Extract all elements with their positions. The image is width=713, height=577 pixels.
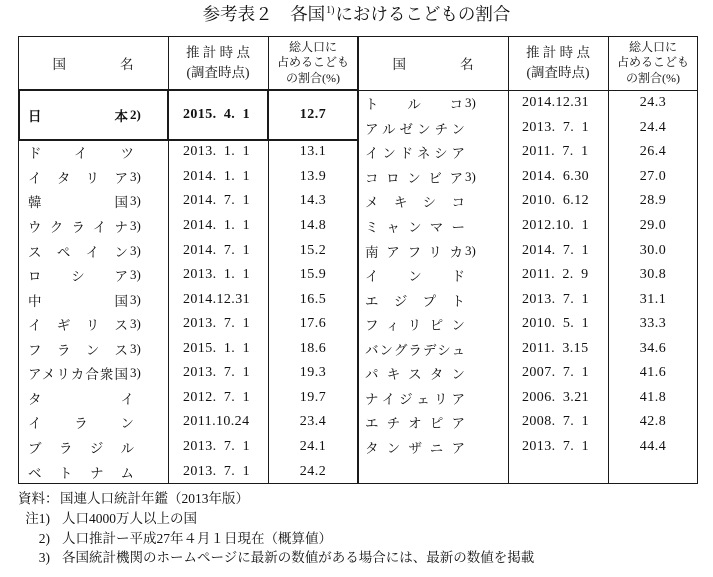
child-share-value: 42.8 [639,414,667,430]
child-share-value: 33.3 [639,316,667,332]
country-name: ドイツ [28,146,134,162]
country-name: インド [365,269,465,285]
column-divider [608,36,609,484]
estimate-date: 2006. 3.21 [522,389,589,405]
source-label: 資料： [18,491,59,506]
child-share-value: 27.0 [639,168,667,184]
footnote-label: 3) [38,550,50,565]
estimate-date: 2014. 7. 1 [522,242,589,258]
child-share-value: 14.8 [299,217,327,233]
child-share-value: 19.3 [299,365,327,381]
child-share-value: 23.4 [299,414,327,430]
header-share-line2: 占めるこども [616,55,689,70]
country-name: コロンビア [365,170,463,186]
child-share-value: 17.6 [299,316,327,332]
estimate-date: 2014. 7. 1 [183,242,250,258]
country-note: 3) [465,94,476,110]
table-title [0,3,713,25]
child-share-value: 24.4 [639,119,667,135]
country-name: トルコ [365,96,463,112]
country-name: アルゼンチン [365,121,465,137]
child-share-value: 19.7 [299,389,327,405]
country-note: 3) [465,242,476,258]
estimate-date: 2015. 4. 1 [183,107,250,122]
table-title-footnote-ref: 1) [326,5,335,16]
footnote-label: 2) [38,531,50,546]
footnote-3 [0,548,713,568]
estimate-date: 2011. 2. 9 [522,267,589,283]
child-share-value: 24.1 [299,439,327,455]
table-title-rest: におけるこどもの割合 [335,4,511,24]
country-note: 3) [130,340,141,356]
estimate-date: 2014. 1. 1 [183,217,250,233]
estimate-date: 2011. 7. 1 [522,144,589,160]
header-share-line3: の割合(%) [286,70,340,85]
footnote-2 [0,529,713,549]
country-name: タイ [28,391,134,407]
country-name: フランス [28,342,128,358]
estimate-date: 2013. 7. 1 [522,439,589,455]
estimate-date: 2013. 1. 1 [183,144,250,160]
estimate-date: 2014. 1. 1 [183,168,250,184]
child-share-value: 34.6 [639,340,667,356]
estimate-date: 2008. 7. 1 [522,414,589,430]
header-share-line3: の割合(%) [626,70,680,85]
country-name: タンザニア [365,441,465,457]
country-name: イギリス [28,318,128,334]
child-share-value: 14.3 [299,193,327,209]
japan-box-divider [167,90,169,140]
japan-box-divider [267,90,269,140]
child-share-value: 13.1 [299,144,327,160]
country-name: イタリア [28,170,128,186]
country-name: エジプト [365,293,465,309]
country-name: ミャンマー [365,219,465,235]
estimate-date: 2013. 7. 1 [522,119,589,135]
column-divider [508,36,509,484]
child-share-value: 41.6 [639,365,667,381]
child-share-value: 15.9 [299,267,327,283]
estimate-date: 2012. 7. 1 [183,389,250,405]
child-share-value: 24.3 [639,94,667,110]
footnote-text: 人口4000万人以上の国 [62,511,197,526]
header-date-line2: (調査時点) [186,65,250,80]
estimate-date: 2013. 7. 1 [522,291,589,307]
japan-highlight-box [18,89,359,141]
child-share-value: 16.5 [299,291,327,307]
estimate-date: 2011. 3.15 [522,340,589,356]
country-name: 日本 [28,109,128,124]
child-share-value: 15.2 [299,242,327,258]
header-date-line2: (調査時点) [526,65,590,80]
estimate-date: 2012.10. 1 [522,217,589,233]
child-share-value: 30.0 [639,242,667,258]
child-share-value: 31.1 [639,291,667,307]
country-name: アメリカ合衆国 [28,367,128,383]
country-name: ナイジェリア [365,391,465,407]
estimate-date: 2013. 7. 1 [183,365,250,381]
data-table [18,36,698,484]
estimate-date: 2007. 7. 1 [522,365,589,381]
country-name: パキスタン [365,367,465,383]
header-date-line1: 推 計 時 点 [525,45,591,60]
country-note: 3) [130,168,141,184]
country-note: 3) [465,168,476,184]
country-name: ロシア [28,269,128,285]
child-share-value: 26.4 [639,144,667,160]
footnote-text: 各国統計機関のホームページに最新の数値がある場合には、最新の数値を掲載 [62,550,535,565]
country-note: 3) [130,316,141,332]
country-name: 韓国 [28,195,128,211]
child-share-value: 28.9 [639,193,667,209]
country-note: 3) [130,291,141,307]
header-date-line1: 推 計 時 点 [185,45,251,60]
estimate-date: 2013. 7. 1 [183,463,250,479]
child-share-value: 13.9 [299,168,327,184]
child-share-value: 29.0 [639,217,667,233]
estimate-date: 2010. 5. 1 [522,316,589,332]
child-share-value: 41.8 [639,389,667,405]
header-country-label: 国 名 [392,57,474,72]
table-title-main: 参考表２ 各国 [202,4,326,24]
country-name: フィリピン [365,318,465,334]
country-note: 3) [130,242,141,258]
country-name: ブラジル [28,441,134,457]
country-name: エチオピア [365,416,465,432]
country-note: 3) [130,267,141,283]
country-name: 南アフリカ [365,244,463,260]
estimate-date: 2013. 7. 1 [183,439,250,455]
footnote-label: 注1) [25,511,50,526]
child-share-value: 30.8 [639,267,667,283]
estimate-date: 2014. 7. 1 [183,193,250,209]
country-name: インドネシア [365,146,465,162]
estimate-date: 2013. 1. 1 [183,267,250,283]
source-text: 国連人口統計年鑑（2013年版） [60,491,249,506]
country-name: メキシコ [365,195,465,211]
country-name: ベトナム [28,465,134,481]
country-note: 3) [130,193,141,209]
header-country-label: 国 名 [52,57,134,72]
estimate-date: 2010. 6.12 [522,193,589,209]
child-share-value: 18.6 [299,340,327,356]
child-share-value: 44.4 [639,439,667,455]
child-share-value: 12.7 [299,107,327,122]
header-share-line1: 総人口に [288,39,337,54]
country-note: 3) [130,365,141,381]
footnote-1 [0,509,713,529]
country-name: ウクライナ [28,219,128,235]
header-share-line2: 占めるこども [276,55,349,70]
country-name: 中国 [28,293,128,309]
country-note: 2) [130,107,141,122]
country-name: スペイン [28,244,128,260]
estimate-date: 2011.10.24 [183,414,250,430]
footnote-text: 人口推計ー平成27年４月１日現在（概算値） [62,531,332,546]
estimate-date: 2015. 1. 1 [183,340,250,356]
country-name: バングラデシュ [365,342,465,358]
estimate-date: 2014.12.31 [522,94,589,110]
estimate-date: 2013. 7. 1 [183,316,250,332]
estimate-date: 2014.12.31 [183,291,250,307]
country-name: イラン [28,416,134,432]
child-share-value: 24.2 [299,463,327,479]
source-note [0,489,713,509]
header-share-line1: 総人口に [628,39,677,54]
country-note: 3) [130,217,141,233]
estimate-date: 2014. 6.30 [522,168,589,184]
